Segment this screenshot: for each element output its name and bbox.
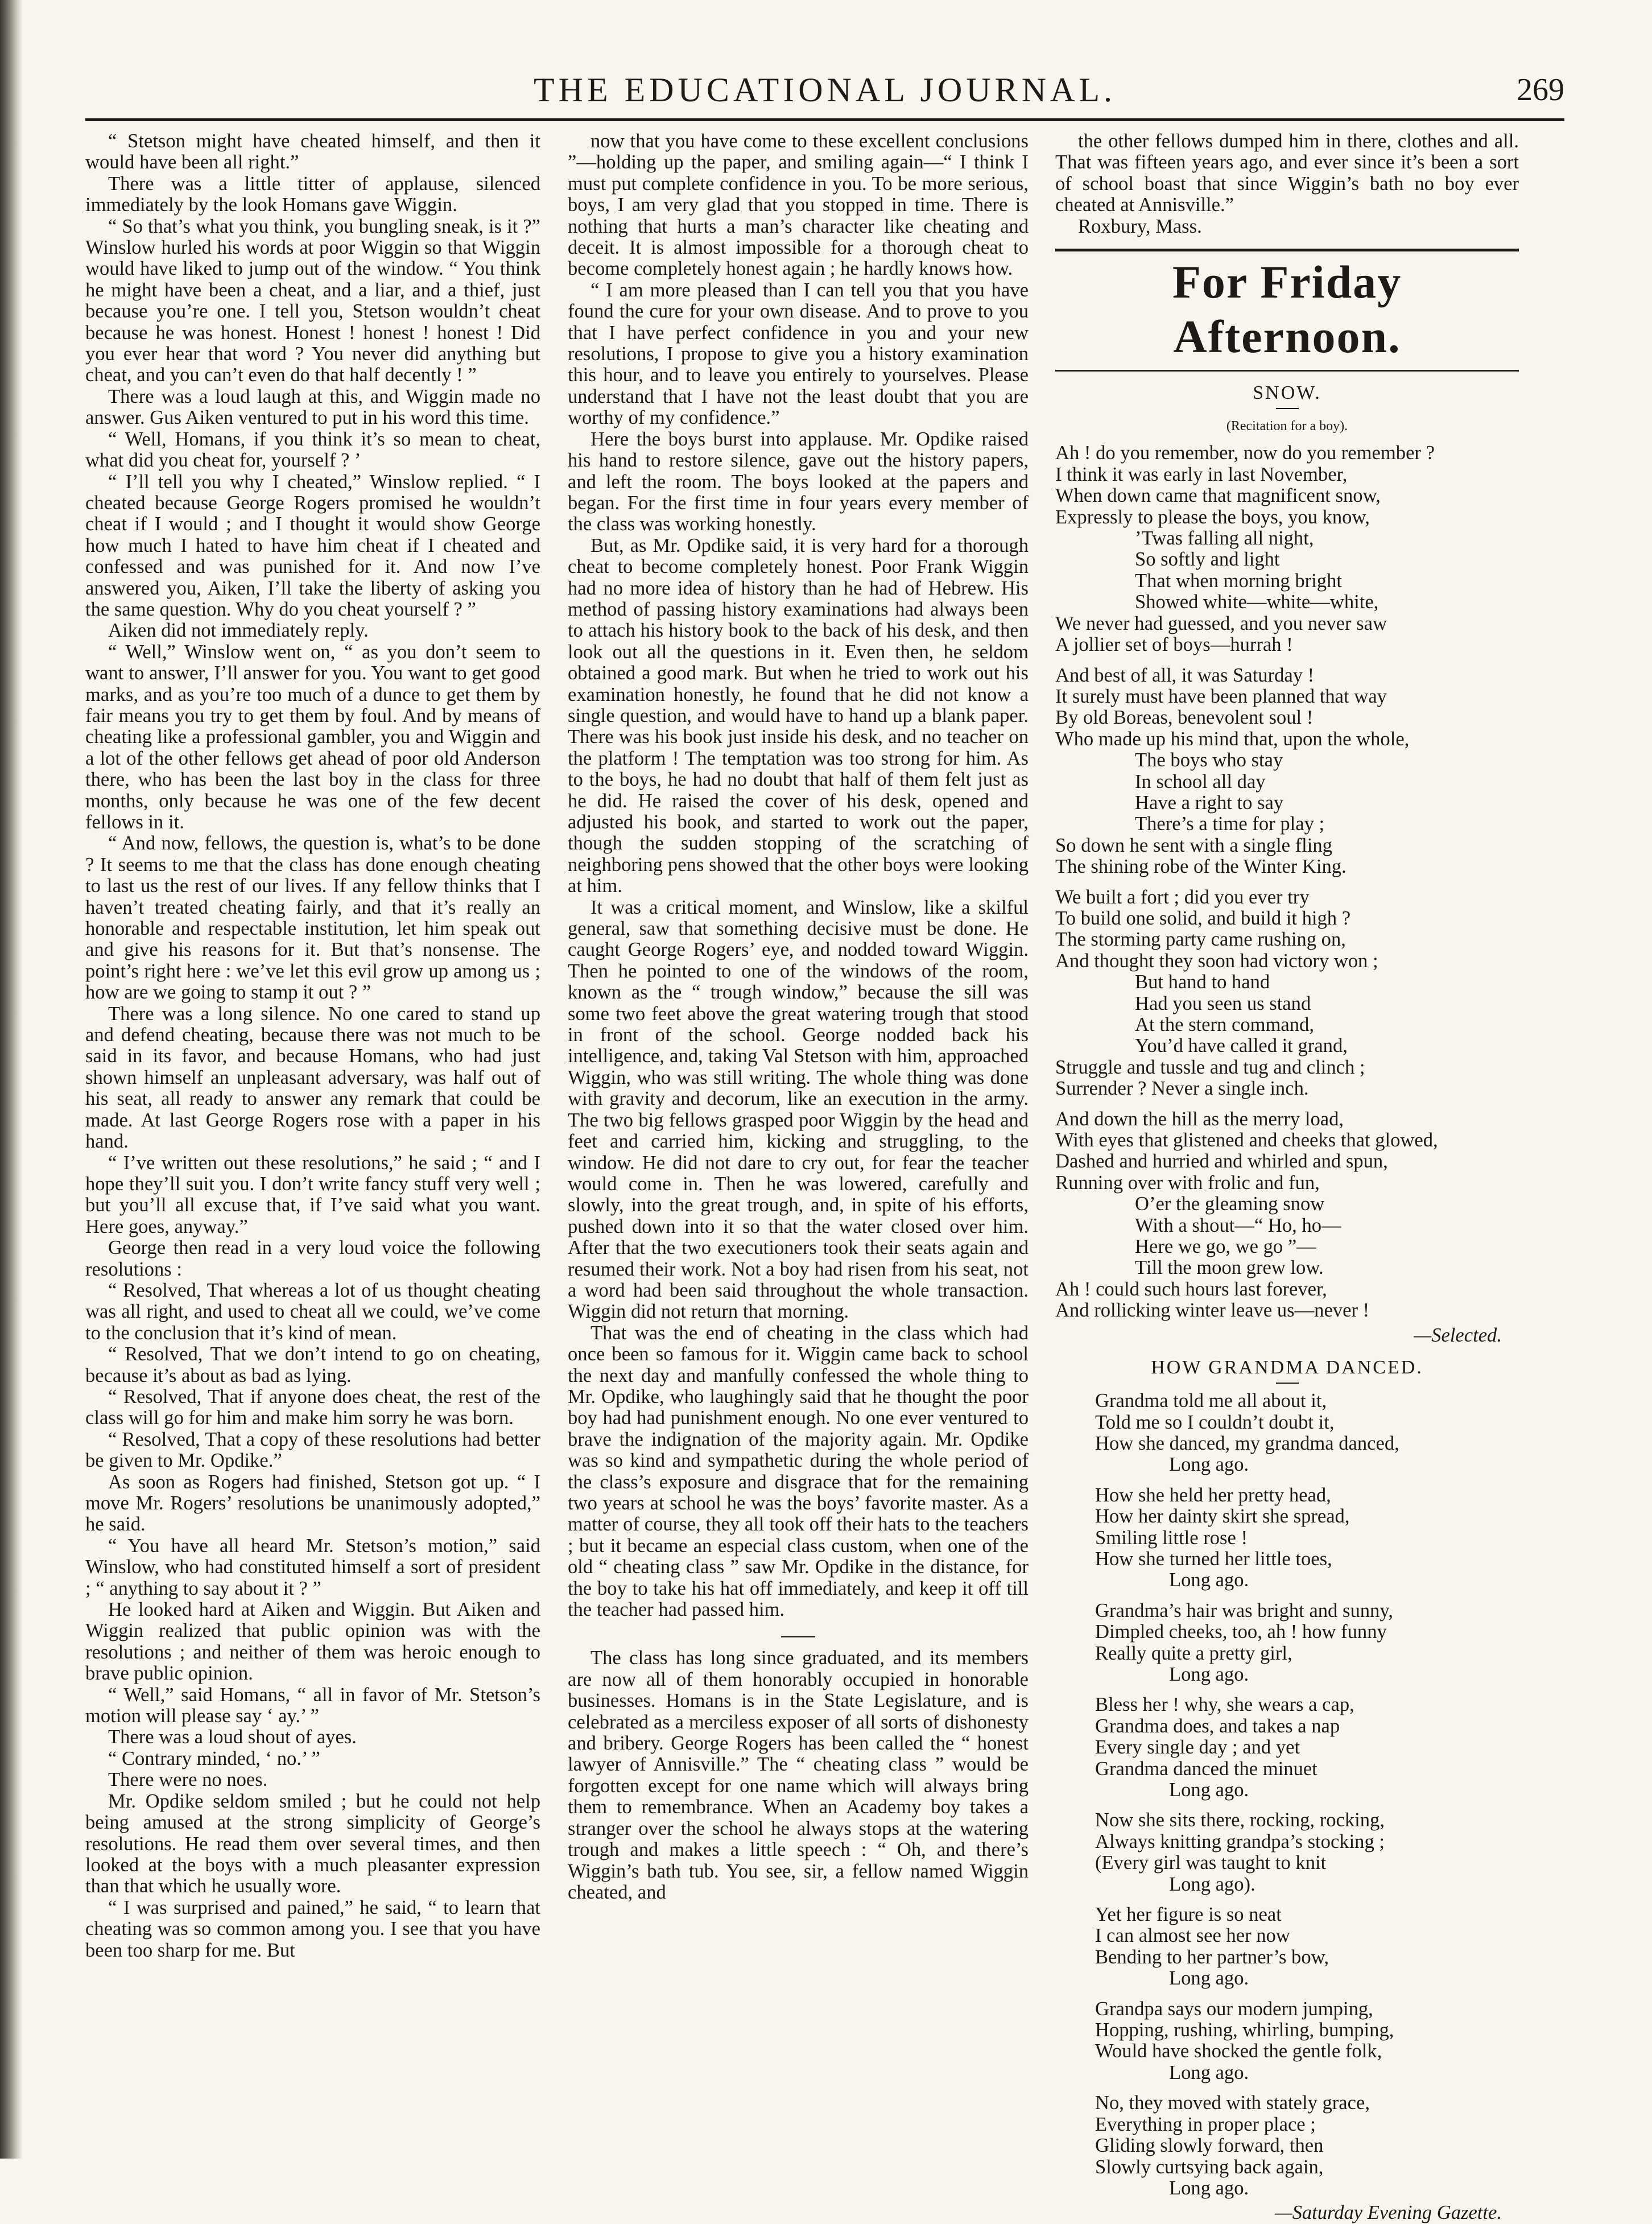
paragraph: “ Resolved, That we don’t intend to go on cheating, because it’s about as bad as lying.: [85, 1343, 540, 1387]
poem-line: The boys who stay: [1135, 749, 1283, 771]
poem-line: Dashed and hurried and whirled and spun,: [1055, 1150, 1388, 1173]
section-divider: [781, 1636, 815, 1637]
poem-line: With eyes that glistened and cheeks that glowed,: [1055, 1129, 1438, 1152]
title-rule: [1276, 1383, 1299, 1384]
paragraph: There was a little titter of applause, silenced immediately by the look Homans gave Wiggin.: [85, 172, 540, 216]
paragraph: “ Resolved, That if anyone does cheat, the rest of the class will go for him and make him sorry he was born.: [85, 1385, 540, 1429]
scan-edge: [0, 0, 23, 2159]
column-middle: [568, 131, 1029, 2111]
poem-line: Hopping, rushing, whirling, bumping,: [1095, 2019, 1394, 2041]
poem-line: Would have shocked the gentle folk,: [1095, 2040, 1382, 2062]
poem-line: At the stern command,: [1135, 1014, 1314, 1035]
poem-line: ’Twas falling all night,: [1135, 527, 1314, 550]
poem-line: Now she sits there, rocking, rocking,: [1095, 1809, 1385, 1831]
poem-line: And rollicking winter leave us—never !: [1055, 1299, 1370, 1322]
paragraph: There were no noes.: [108, 1769, 268, 1791]
paragraph: There was a loud shout of ayes.: [108, 1726, 357, 1748]
poem-line: Grandma told me all about it,: [1095, 1390, 1327, 1412]
poem-refrain: Long ago.: [1169, 2061, 1249, 2083]
poem-line: When down came that magnificent snow,: [1055, 485, 1381, 507]
paragraph: “ Stetson might have cheated himself, and then it would have been all right.”: [85, 130, 540, 174]
poem-refrain: Long ago).: [1169, 1873, 1255, 1895]
page-header: [85, 67, 1564, 113]
story-ending: the other fellows dumped him in there, clothes and all. That was fifteen years ago, and ever since it’s been a sort of school boast that since Wiggin’s bath no boy ever cheated at Annisville.”: [1055, 130, 1519, 216]
poem-line: Showed white—white—white,: [1135, 591, 1379, 613]
poem-title-snow: SNOW.: [1253, 382, 1321, 404]
paragraph: Aiken did not immediately reply.: [108, 620, 369, 642]
poem-line: Told me so I couldn’t doubt it,: [1095, 1411, 1335, 1433]
paragraph: “ I am more pleased than I can tell you that you have found the cure for your own disease. And to prove to you that I have perfect confidence in you and your new resolutions, I propose to give you a history examination this hour, and to leave you entirely to yourselves. Please understand that I have not the least doubt that you are worthy of my confidence.”: [568, 279, 1029, 429]
poem-line: I think it was early in last November,: [1055, 463, 1348, 485]
poem-line: Gliding slowly forward, then: [1095, 2135, 1324, 2157]
poem-line: Grandpa says our modern jumping,: [1095, 1998, 1373, 2020]
poem-line: Have a right to say: [1135, 791, 1284, 814]
paragraph: That was the end of cheating in the class which had once been so famous for it. Wiggin came back to school the next day and manfully confessed the whole thing to Mr. Opdike, who laughingly said that he thought the poor boy had had punishment enough. No one ever ventured to brave the indignation of the majority again. Mr. Opdike was so kind and sympathetic during the whole period of the class’s exposure and disgrace that for the remaining two years at school he was the boys’ favorite master. As a matter of course, they all took off their hats to the teachers ; but it became an especial class custom, when one of the old “ cheating class ” saw Mr. Opdike in the distance, for the boy to take his hat off immediately, and keep it off till the teacher had passed him.: [568, 1322, 1029, 1621]
paragraph: “ And now, fellows, the question is, what’s to be done ? It seems to me that the class has done enough cheating to last us the rest of our lives. If any fellow thinks that I haven’t treated cheating fairly, and that it’s really an honorable and respectable institution, let him speak out and give his reasons for it. But that’s nonsense. The point’s right here : we’ve let this evil grow up among us ; how are we going to stamp it out ? ”: [85, 832, 540, 1004]
poem-line: And thought they soon had victory won ;: [1055, 950, 1378, 972]
poem-line: So softly and light: [1135, 548, 1280, 571]
poem-refrain: Long ago.: [1169, 1569, 1249, 1591]
paragraph: “ I was surprised and pained,” he said, “ to learn that cheating was so common among you. I see that you have been too sharp for me. But: [85, 1896, 540, 1961]
page-number: 269: [1517, 72, 1564, 108]
poem-line: Bless her ! why, she wears a cap,: [1095, 1694, 1354, 1716]
poem-line: Who made up his mind that, upon the whole,: [1055, 728, 1410, 750]
paragraph: The class has long since graduated, and its members are now all of them honorably occupied in honorable businesses. Homans is in the State Legislature, and is celebrated as a merciless exposer of all sorts of dishonesty and bribery. George Rogers has been called the “ honest lawyer of Annisville.” The “ cheating class ” would be forgotten except for one name which will always bring them to remembrance. When an Academy boy takes a stranger over the school he always stops at the watering trough and makes a little speech : “ Oh, and there’s Wiggin’s bath tub. You see, sir, a fellow named Wiggin cheated, and: [568, 1647, 1029, 1903]
column-left: [85, 131, 540, 2111]
header-rule: [85, 118, 1564, 121]
poem-line: Till the moon grew low.: [1135, 1257, 1324, 1279]
journal-title: THE EDUCATIONAL JOURNAL.: [533, 71, 1117, 109]
paragraph: “ Well, Homans, if you think it’s so mean to cheat, what did you cheat for, yourself ? ’: [85, 428, 540, 472]
column-right: [1055, 130, 1519, 2224]
poem-line: Here we go, we go ”—: [1135, 1236, 1316, 1258]
paragraph: He looked hard at Aiken and Wiggin. But Aiken and Wiggin realized that public opinion was with the resolutions ; and neither of them was heroic enough to brave public opinion.: [85, 1599, 540, 1685]
poem-credit-grandma: —Saturday Evening Gazette.: [1274, 2202, 1502, 2224]
poem-line: Really quite a pretty girl,: [1095, 1642, 1292, 1664]
poem-line: There’s a time for play ;: [1135, 813, 1325, 835]
paragraph: now that you have come to these excellent conclusions ”—holding up the paper, and smiling again—“ I think I must put complete confidence in you. To be more serious, boys, I am very glad that you stopped in time. There is nothing that hurts a man’s character like cheating and deceit. It is almost impossible for a thorough cheat to become completely honest again ; he hardly knows how.: [568, 130, 1029, 280]
poem-line: Dimpled cheeks, too, ah ! how funny: [1095, 1621, 1387, 1643]
poem-title-grandma: HOW GRANDMA DANCED.: [1151, 1357, 1423, 1379]
poem-line: Always knitting grandpa’s stocking ;: [1095, 1830, 1385, 1852]
paragraph: “ Resolved, That a copy of these resolutions had better be given to Mr. Opdike.”: [85, 1428, 540, 1472]
paragraph: Mr. Opdike seldom smiled ; but he could not help being amused at the strong simplicity of George’s resolutions. He read them over several times, and then looked at the boys with a much pleasanter expression than that which he usually wore.: [85, 1790, 540, 1897]
poem-line: No, they moved with stately grace,: [1095, 2092, 1370, 2114]
poem-line: How she danced, my grandma danced,: [1095, 1432, 1399, 1454]
poem-line: Ah ! could such hours last forever,: [1055, 1278, 1327, 1300]
paragraph: It was a critical moment, and Winslow, like a skilful general, saw that something decisive must be done. He caught George Rogers’ eye, and nodded toward Wiggin. Then he pointed to one of the windows of the room, known as the “ trough window,” because the sill was some two feet above the great watering trough that stood in front of the school. George nodded back his intelligence, and, taking Val Stetson with him, approached Wiggin, who was still writing. The whole thing was done with gravity and decorum, like an execution in the army. The two big fellows grasped poor Wiggin by the head and feet and carried him, kicking and struggling, to the window. He did not dare to cry out, for fear the teacher would come in. Then he was lowered, carefully and slowly, into the great trough, and, in spite of his efforts, pushed down into it so that the water closed over him. After that the two executioners took their seats again and resumed their work. Not a boy had risen from his seat, not a word had been said throughout the whole transaction. Wiggin did not return that morning.: [568, 896, 1029, 1323]
section-title: For Friday Afternoon.: [1055, 249, 1519, 372]
poem-line: But hand to hand: [1135, 971, 1270, 993]
poem-line: And best of all, it was Saturday !: [1055, 664, 1315, 686]
paragraph: There was a loud laugh at this, and Wiggin made no answer. Gus Aiken ventured to put in his word this time.: [85, 385, 540, 429]
poem-line: You’d have called it grand,: [1135, 1035, 1348, 1057]
poem-line: How she held her pretty head,: [1095, 1484, 1331, 1506]
poem-line: Running over with frolic and fun,: [1055, 1171, 1320, 1194]
paragraph: “ Contrary minded, ‘ no.’ ”: [108, 1747, 320, 1769]
poem-line: In school all day: [1135, 770, 1266, 793]
paragraph: “ So that’s what you think, you bungling sneak, is it ?” Winslow hurled his words at poor Wiggin so that Wiggin would have liked to jump out of the window. “ You think he might have been a cheat, and a liar, and a thief, just because you’re one. I tell you, Stetson wouldn’t cheat because he was honest. Honest ! honest ! honest ! Did you ever hear that word ? You never did anything but cheat, and you can’t even do that half decently ! ”: [85, 215, 540, 386]
poem-line: O’er the gleaming snow: [1135, 1193, 1325, 1215]
poem-line: Every single day ; and yet: [1095, 1736, 1300, 1759]
poem-snow: [1055, 443, 1519, 1321]
poem-line: The shining robe of the Winter King.: [1055, 856, 1347, 878]
paragraph: Here the boys burst into applause. Mr. Opdike raised his hand to restore silence, gave out the history papers, and left the room. The boys looked at the papers and began. For the first time in four years every member of the class was working honestly.: [568, 428, 1029, 535]
poem-refrain: Long ago.: [1169, 1663, 1249, 1685]
poem-credit-snow: —Selected.: [1414, 1324, 1502, 1346]
poem-line: That when morning bright: [1135, 570, 1342, 592]
poem-line: Bending to her partner’s bow,: [1095, 1946, 1329, 1968]
poem-line: Grandma danced the minuet: [1095, 1757, 1318, 1780]
story-signature: Roxbury, Mass.: [1078, 215, 1202, 237]
poem-grandma: [1095, 1390, 1519, 2199]
paragraph: “ I’ll tell you why I cheated,” Winslow replied. “ I cheated because George Rogers promised he wouldn’t cheat if I would ; and I thought it would show George how much I hated to have him cheat if I cheated and confessed and was punished for it. And now I’ve answered you, Aiken, I’ll take the liberty of asking you the same question. Why do you cheat yourself ? ”: [85, 471, 540, 620]
poem-line: We never had guessed, and you never saw: [1055, 612, 1387, 634]
paragraph: George then read in a very loud voice the following resolutions :: [85, 1237, 540, 1280]
paragraph: “ Resolved, That whereas a lot of us thought cheating was all right, and used to cheat all we could, we’ve come to the conclusion that it’s kind of mean.: [85, 1279, 540, 1344]
poem-refrain: Long ago.: [1169, 1779, 1249, 1801]
poem-refrain: Long ago.: [1169, 2177, 1249, 2199]
poem-line: To build one solid, and build it high ?: [1055, 907, 1351, 929]
paragraph: “ Well,” said Homans, “ all in favor of Mr. Stetson’s motion will please say ‘ ay.’ ”: [85, 1684, 540, 1727]
poem-refrain: Long ago.: [1169, 1967, 1249, 1990]
poem-line: With a shout—“ Ho, ho—: [1135, 1214, 1341, 1236]
poem-line: Expressly to please the boys, you know,: [1055, 506, 1370, 528]
poem-line: The storming party came rushing on,: [1055, 929, 1346, 951]
poem-line: (Every girl was taught to knit: [1095, 1852, 1327, 1874]
poem-line: Surrender ? Never a single inch.: [1055, 1078, 1309, 1100]
poem-refrain: Long ago.: [1169, 1454, 1249, 1476]
paragraph: “ You have all heard Mr. Stetson’s motion,” said Winslow, who had constituted himself a sort of president ; “ anything to say about it ? ”: [85, 1534, 540, 1599]
poem-line: Smiling little rose !: [1095, 1526, 1248, 1549]
poem-line: How she turned her little toes,: [1095, 1548, 1332, 1570]
poem-line: So down he sent with a single fling: [1055, 834, 1332, 856]
poem-line: By old Boreas, benevolent soul !: [1055, 707, 1314, 729]
poem-line: How her dainty skirt she spread,: [1095, 1505, 1350, 1528]
title-rule: [1276, 408, 1299, 409]
poem-subtitle: (Recitation for a boy).: [1226, 419, 1348, 434]
poem-line: We built a fort ; did you ever try: [1055, 886, 1310, 908]
poem-line: Ah ! do you remember, now do you remember ?: [1055, 442, 1435, 464]
poem-line: Slowly curtsying back again,: [1095, 2156, 1324, 2178]
poem-line: Yet her figure is so neat: [1095, 1904, 1282, 1926]
paragraph: But, as Mr. Opdike said, it is very hard for a thorough cheat to become completely honest. Poor Frank Wiggin had no more idea of history than he had of Hebrew. His method of passing history examinations had always been to attach his history book to the back of his desk, and then look out all the questions in it. Even then, he seldom obtained a good mark. But when he tried to work out his examination honestly, he found that he did not know a single question, and would have to hand up a blank paper. There was his book just inside his desk, and no teacher on the platform ! The temptation was too strong for him. As to the boys, he had no doubt that half of them felt just as he did. He raised the cover of his desk, opened and adjusted his book, and started to work out the paper, though the sudden stopping of the scratching of neighboring pens showed that the other boys were looking at him.: [568, 534, 1029, 897]
paragraph: “ I’ve written out these resolutions,” he said ; “ and I hope they’ll suit you. I don’t write fancy stuff very well ; but you’ll all excuse that, if I’ve said what you want. Here goes, anyway.”: [85, 1152, 540, 1237]
poem-line: Grandma’s hair was bright and sunny,: [1095, 1599, 1394, 1621]
poem-line: It surely must have been planned that way: [1055, 685, 1387, 707]
poem-line: Everything in proper place ;: [1095, 2113, 1316, 2135]
paragraph: There was a long silence. No one cared to stand up and defend cheating, because there was not much to be said in its favor, and because Homans, who had just shown himself an unpleasant adversary, was half out of his seat, all ready to answer any remark that could be made. At last George Rogers rose with a paper in his hand.: [85, 1002, 540, 1153]
poem-line: Had you seen us stand: [1135, 992, 1311, 1014]
poem-line: Grandma does, and takes a nap: [1095, 1715, 1340, 1737]
poem-line: Struggle and tussle and tug and clinch ;: [1055, 1056, 1365, 1078]
poem-line: A jollier set of boys—hurrah !: [1055, 634, 1293, 656]
poem-line: And down the hill as the merry load,: [1055, 1108, 1344, 1130]
paragraph: “ Well,” Winslow went on, “ as you don’t seem to want to answer, I’ll answer for you. You want to get good marks, and as you’re too much of a dunce to get them by fair means you try to get them by foul. And by means of cheating like a professional gambler, you and Wiggin and a lot of the other fellows get ahead of poor old Anderson there, who has been the last boy in the class for three months, only because he was one of the few decent fellows in it.: [85, 641, 540, 833]
paragraph: As soon as Rogers had finished, Stetson got up. “ I move Mr. Rogers’ resolutions be unanimously adopted,” he said.: [85, 1471, 540, 1536]
poem-line: I can almost see her now: [1095, 1925, 1290, 1947]
